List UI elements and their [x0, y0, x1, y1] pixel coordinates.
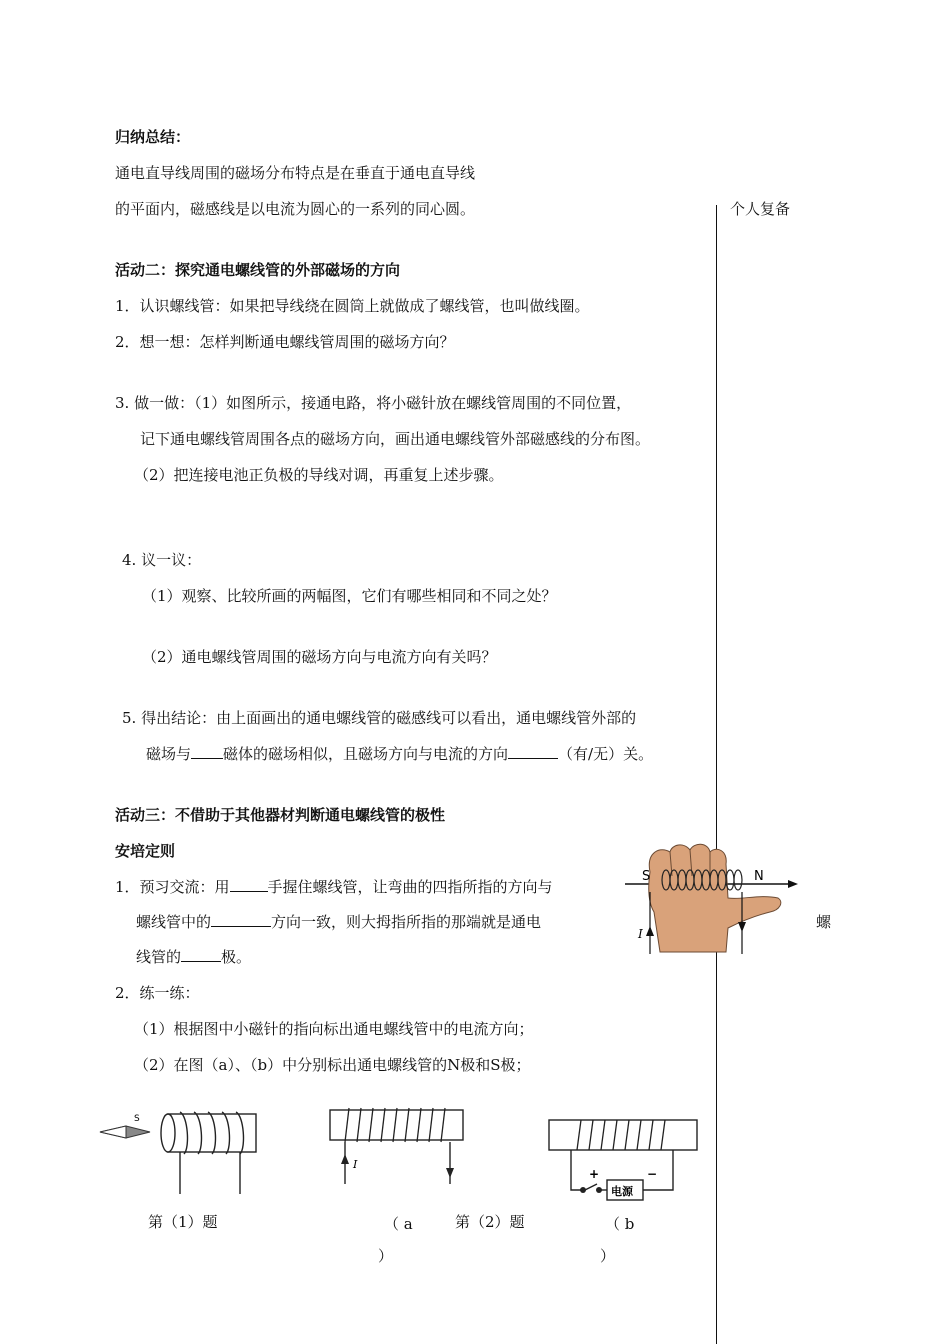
pole-blank[interactable]: [181, 947, 221, 962]
activity3-subheading: 安培定则: [115, 842, 176, 860]
activity2-item-4-q1: （1）观察、比较所画的两幅图，它们有哪些相同和不同之处？: [142, 587, 557, 605]
figure-a-solenoid: [325, 1106, 470, 1191]
sidebar-label: 个人复备: [730, 200, 791, 218]
activity3-item-2-q1: （1）根据图中小磁针的指向标出通电螺线管中的电流方向；: [134, 1020, 534, 1038]
activity2-item-2: 2．想一想：怎样判断通电螺线管周围的磁场方向？: [115, 333, 455, 351]
activity2-item-5-line-2: [146, 744, 653, 764]
item1-text-a: 1．预习交流：用: [115, 878, 230, 896]
activity2-item-3-line-2: 记下通电螺线管周围各点的磁场方向，画出通电螺线管外部磁感线的分布图。: [140, 430, 651, 448]
caption-question-1: 第（1）题: [148, 1213, 218, 1231]
item1-text-e: 线管的: [136, 948, 182, 966]
relation-blank[interactable]: [508, 744, 558, 759]
item1-text-d: 方向一致，则大拇指所指的那端就是通电: [271, 913, 542, 931]
activity3-heading: 活动三：不借助于其他器材判断通电螺线管的极性: [115, 806, 446, 824]
activity3-item-1-line-1: [115, 877, 553, 897]
figb-label-minus: −: [647, 1167, 658, 1181]
activity2-item-3-line-3: （2）把连接电池正负极的导线对调，再重复上述步骤。: [134, 466, 504, 484]
caption-a-close: ）: [378, 1247, 394, 1265]
activity2-item-1: 1．认识螺线管：如果把导线绕在圆筒上就做成了螺线管，也叫做线圈。: [115, 297, 590, 315]
item5-text-a: 磁场与: [146, 745, 192, 763]
activity3-item-2: 2．练一练：: [115, 984, 200, 1002]
hand-label-i: I: [638, 927, 643, 941]
activity3-item-1-line-3: [136, 947, 251, 967]
activity3-item-2-q2: （2）在图（a）、（b）中分别标出通电螺线管的N极和S极；: [134, 1056, 531, 1074]
activity3-item-1-line-2: [136, 912, 541, 932]
caption-question-2: 第（2）题: [455, 1213, 525, 1231]
hand-label-s: S: [642, 869, 651, 884]
item5-text-c: （有/无）关。: [558, 745, 654, 763]
item1-text-f: 极。: [221, 948, 252, 966]
activity2-item-4-q2: （2）通电螺线管周围的磁场方向与电流方向有关吗？: [142, 648, 497, 666]
figb-label-source: 电源: [611, 1185, 633, 1198]
hand-blank[interactable]: [230, 877, 268, 892]
activity2-item-5-line-1: 5. 得出结论：由上面画出的通电螺线管的磁感线可以看出，通电螺线管外部的: [122, 709, 637, 727]
figure-1-solenoid: [98, 1108, 268, 1198]
summary-heading: 归纳总结：: [115, 128, 191, 146]
magnet-type-blank[interactable]: [191, 744, 223, 759]
figa-label-i: I: [353, 1158, 358, 1171]
activity2-item-4: 4. 议一议：: [122, 551, 202, 569]
caption-a-open: （ a: [384, 1215, 413, 1233]
needle-label-s: S: [134, 1114, 140, 1124]
item1-text-b: 手握住螺线管，让弯曲的四指所指的方向与: [267, 878, 553, 896]
item5-text-b: 磁体的磁场相似，且磁场方向与电流的方向: [223, 745, 509, 763]
hand-label-n: N: [754, 869, 764, 884]
caption-b-close: ）: [600, 1247, 616, 1265]
right-hand-rule-figure: [620, 842, 800, 957]
margin-divider: [716, 205, 717, 1344]
summary-line-1: 通电直导线周围的磁场分布特点是在垂直于通电直导线: [115, 164, 476, 182]
summary-line-2: 的平面内，磁感线是以电流为圆心的一系列的同心圆。: [115, 200, 476, 218]
figb-label-plus: +: [589, 1167, 600, 1181]
caption-b-open: （ b: [605, 1215, 635, 1233]
activity2-heading: 活动二：探究通电螺线管的外部磁场的方向: [115, 261, 401, 279]
sidebar-fragment: 螺: [816, 913, 832, 931]
activity2-item-3-line-1: 3. 做一做：（1）如图所示，接通电路，将小磁针放在螺线管周围的不同位置，: [115, 394, 632, 412]
current-blank[interactable]: [211, 912, 271, 927]
item1-text-c: 螺线管中的: [136, 913, 212, 931]
figure-b-solenoid: [545, 1116, 701, 1204]
